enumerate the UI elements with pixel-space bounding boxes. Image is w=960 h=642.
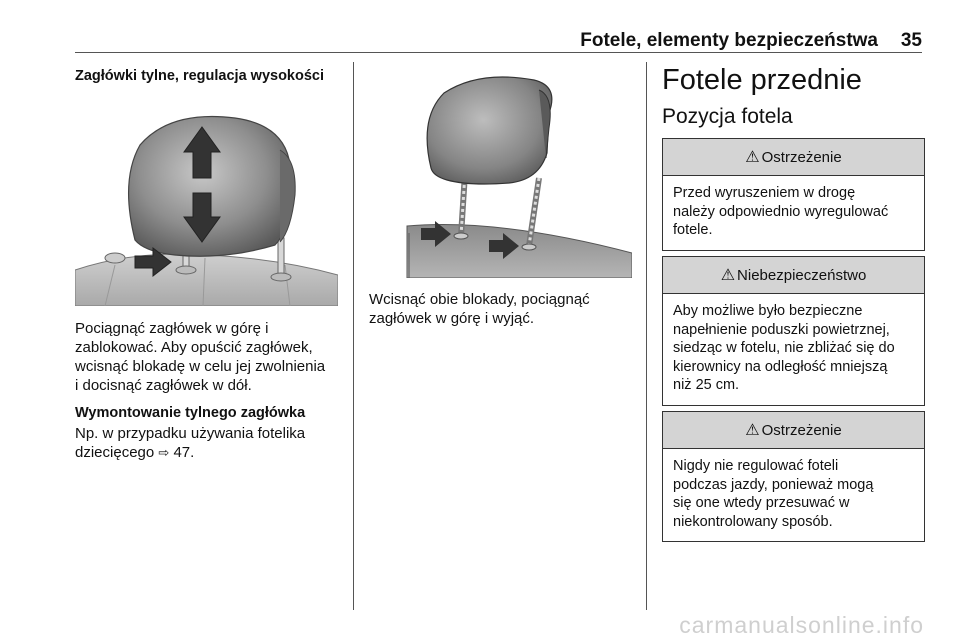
page-number: 35 bbox=[900, 30, 922, 51]
text-line: i docisnąć zagłówek w dół. bbox=[75, 377, 252, 394]
text-line: zablokować. Aby opuścić zagłówek, bbox=[75, 339, 313, 356]
text-line: się one wtedy przesuwać w bbox=[673, 495, 850, 511]
text-line: wcisnąć blokadę w celu jej zwolnienia bbox=[75, 358, 326, 375]
text-line: niż 25 cm. bbox=[673, 377, 740, 393]
section-title: Fotele przednie bbox=[662, 64, 862, 96]
danger-body bbox=[663, 294, 924, 405]
warning-box bbox=[662, 138, 925, 251]
warning-triangle-icon: ⚠ bbox=[745, 422, 760, 439]
text-fragment: dziecięcego bbox=[75, 444, 155, 461]
danger-header bbox=[663, 257, 924, 294]
headrest-adjust-illustration bbox=[75, 90, 338, 306]
column-divider-right bbox=[646, 62, 647, 610]
headrest-removal-illustration bbox=[369, 68, 632, 278]
text-line: Np. w przypadku używania fotelika bbox=[75, 425, 306, 442]
text-line: kierownicy na odległość mniejszą bbox=[673, 358, 888, 375]
danger-box bbox=[662, 256, 925, 406]
warning-body bbox=[663, 176, 924, 250]
text-line: siedząc w fotelu, nie zbliżać się do bbox=[673, 340, 895, 356]
adjust-instructions bbox=[75, 319, 325, 395]
warning-header bbox=[663, 412, 924, 449]
text-line: Aby możliwe było bezpieczne bbox=[673, 303, 863, 319]
page-ref-link[interactable]: 47. bbox=[173, 444, 195, 461]
danger-title: Niebezpieczeństwo bbox=[737, 266, 867, 284]
subsection-title: Pozycja fotela bbox=[662, 105, 793, 128]
text-line: zagłówek w górę i wyjąć. bbox=[369, 310, 535, 327]
warning-triangle-icon: ⚠ bbox=[745, 149, 760, 166]
warning-header bbox=[663, 139, 924, 176]
text-line: Pociągnąć zagłówek w górę i bbox=[75, 320, 269, 337]
text-line: podczas jazdy, ponieważ mogą bbox=[673, 476, 874, 493]
column-divider-left bbox=[353, 62, 354, 610]
removal-instructions bbox=[369, 290, 590, 328]
warning-triangle-icon: ⚠ bbox=[720, 267, 736, 284]
header-rule bbox=[75, 52, 922, 53]
section-heading: Zagłówki tylne, regulacja wysokości bbox=[75, 68, 325, 84]
text-line: niekontrolowany sposób. bbox=[673, 513, 833, 530]
running-header-title: Fotele, elementy bezpieczeństwa bbox=[580, 30, 878, 51]
text-line-with-ref bbox=[75, 443, 305, 462]
watermark: carmanualsonline.info bbox=[679, 612, 924, 638]
subheading: Wymontowanie tylnego zagłówka bbox=[75, 405, 306, 421]
warning-title: Ostrzeżenie bbox=[761, 421, 842, 439]
warning-title: Ostrzeżenie bbox=[761, 148, 842, 166]
page-ref-arrow-icon[interactable]: ⇨ bbox=[158, 445, 170, 460]
warning-body bbox=[663, 449, 924, 541]
text-line: Wcisnąć obie blokady, pociągnąć bbox=[369, 291, 590, 308]
text-line: Nigdy nie regulować foteli bbox=[673, 458, 839, 474]
removal-note bbox=[75, 424, 305, 462]
text-line: napełnienie poduszki powietrznej, bbox=[673, 321, 890, 338]
warning-box bbox=[662, 411, 925, 542]
text-line: należy odpowiednio wyregulować bbox=[673, 203, 889, 220]
text-line: fotele. bbox=[673, 222, 713, 238]
text-line: Przed wyruszeniem w drogę bbox=[673, 185, 856, 201]
